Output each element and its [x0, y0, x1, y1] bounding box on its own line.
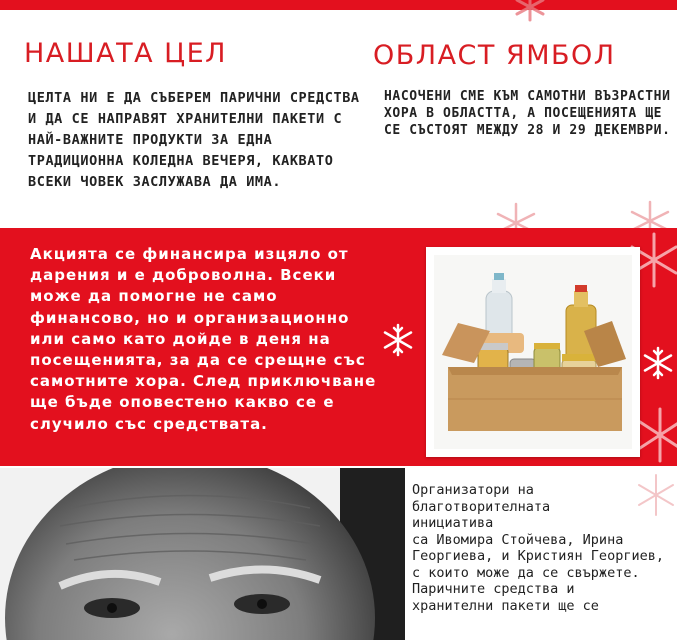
region-text: НАСОЧЕНИ СМЕ КЪМ САМОТНИ ВЪЗРАСТНИ ХОРА В ОБЛАСТТА, А ПОСЕЩЕНИЯТА ЩЕ СЕ СЪСТОЯТ МЕЖДУ 28 И 29 ДЕКЕМВРИ.: [384, 89, 671, 138]
goal-text: ЦЕЛТА НИ Е ДА СЪБЕРЕМ ПАРИЧНИ СРЕДСТВА И ДА СЕ НАПРАВЯТ ХРАНИТЕЛНИ ПАКЕТИ С НАЙ-ВАЖНИТЕ ПРОДУКТИ ЗА ЕДНА ТРАДИЦИОННА КОЛЕДНА ВЕЧЕРЯ, КАКВАТО ВСЕКИ ЧОВЕК ЗАСЛУЖАВА ДА ИМА.: [28, 90, 360, 190]
snowflake-icon: [640, 405, 677, 465]
region-heading: ОБЛАСТ ЯМБОЛ: [373, 40, 616, 71]
portrait-photo: [0, 468, 405, 640]
snowflake-icon: [486, 200, 546, 230]
snowflake-icon: [640, 345, 676, 381]
organizers-text: Организатори на благотворителната инициатива са Ивомира Стойчева, Ирина Георгиева, и Кристиян Георгиев, с които може да се свържете. Паричните средства и хранителни пакети ще се: [412, 482, 664, 614]
food-box-photo: [426, 247, 640, 457]
funding-text: Акцията се финансира изцяло от дарения и е доброволна. Всеки може да помогне не само финансово, но и организационно или само като дойде в деня на посещенията, за да се срещне със самотните хора. След приключване ще бъде оповестено какво се е случило със средствата.: [30, 245, 377, 433]
goal-heading: НАШАТА ЦЕЛ: [24, 38, 227, 69]
snowflake-icon: [505, 0, 555, 24]
snowflake-icon: [622, 196, 677, 230]
top-red-strip: [0, 0, 677, 10]
